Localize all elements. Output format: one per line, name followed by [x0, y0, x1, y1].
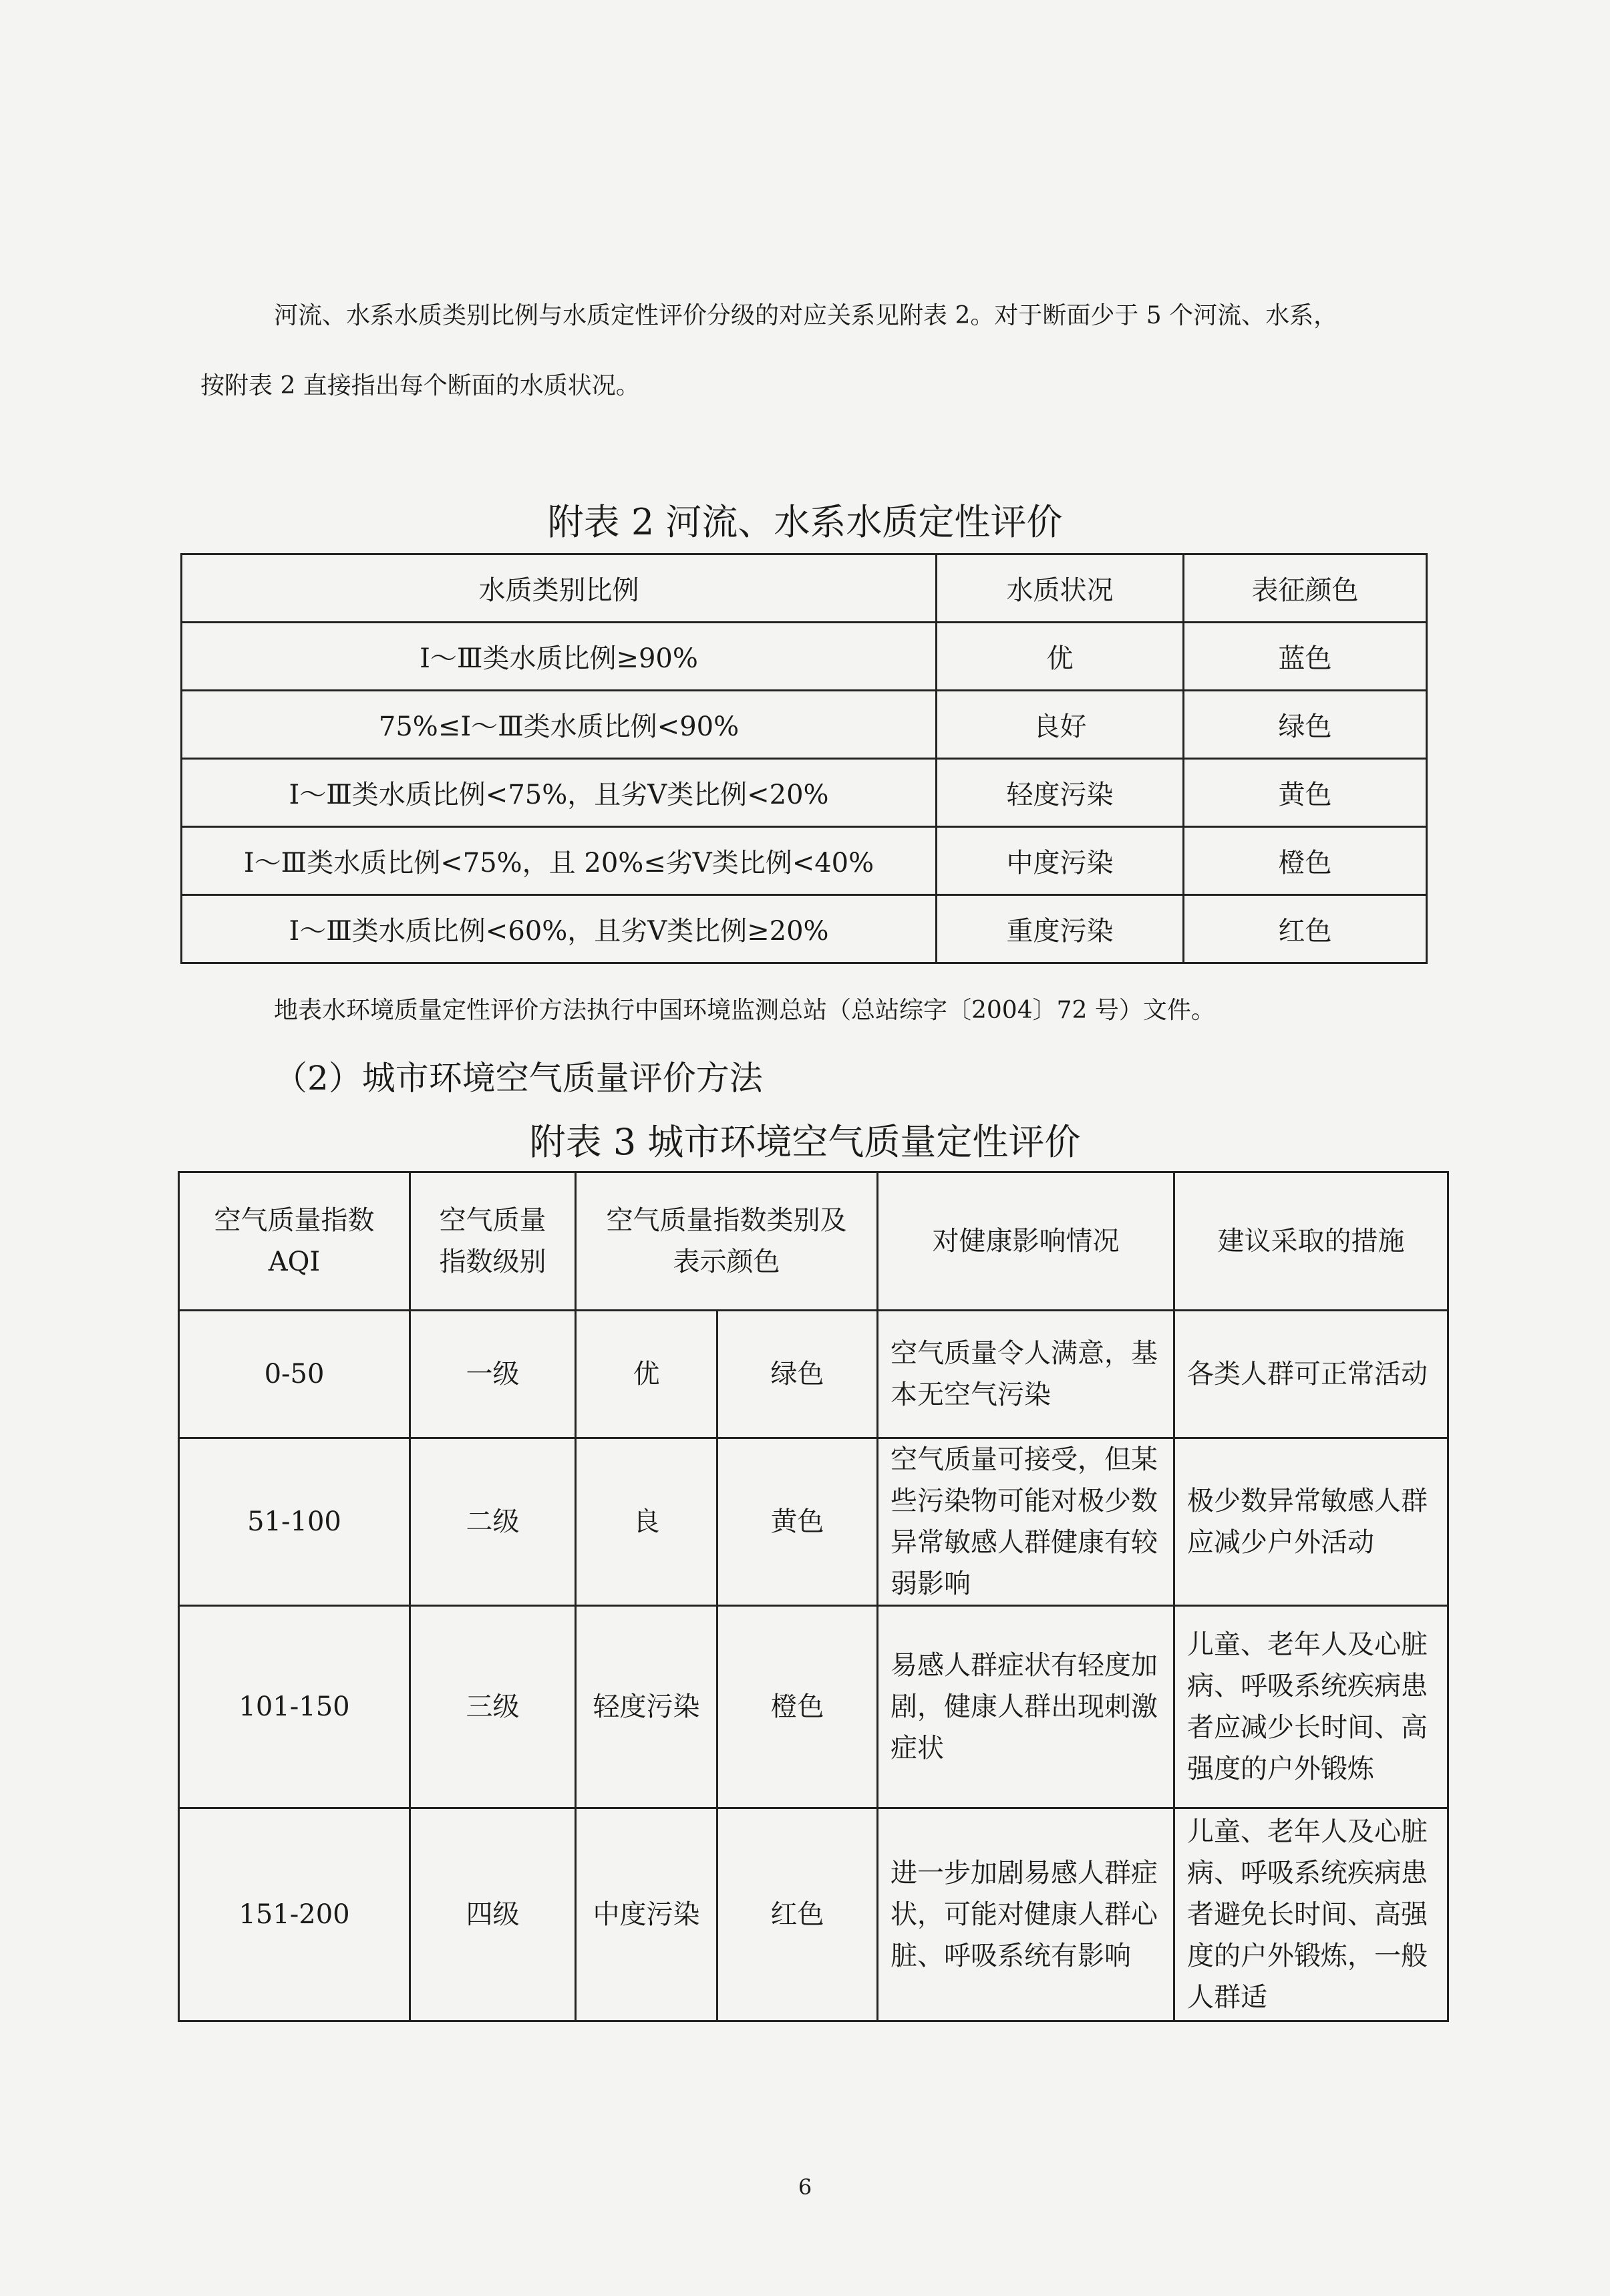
- measures-cell: 儿童、老年人及心脏病、呼吸系统疾病患者避免长时间、高强度的户外锻炼，一般人群适: [1174, 1808, 1448, 2021]
- status-cell: 中度污染: [937, 827, 1184, 895]
- table-row: [179, 1606, 1448, 1808]
- header-aqi: 空气质量指数 AQI: [179, 1172, 410, 1311]
- header-color: 表征颜色: [1184, 554, 1427, 623]
- color-cell: 黄色: [717, 1438, 878, 1606]
- category-cell: 中度污染: [576, 1808, 717, 2021]
- color-cell: 橙色: [1184, 827, 1427, 895]
- color-cell: 橙色: [717, 1606, 878, 1808]
- category-cell: 轻度污染: [576, 1606, 717, 1808]
- status-cell: 轻度污染: [937, 759, 1184, 827]
- table2-caption: 附表 2 河流、水系水质定性评价: [547, 501, 1063, 543]
- aqi-cell: 151-200: [179, 1808, 410, 2021]
- level-cell: 二级: [410, 1438, 576, 1606]
- table-row: [182, 691, 1427, 759]
- page-number: 6: [798, 2174, 812, 2200]
- status-cell: 良好: [937, 691, 1184, 759]
- color-cell: 绿色: [717, 1311, 878, 1438]
- aqi-cell: 51-100: [179, 1438, 410, 1606]
- table-row: [182, 895, 1427, 963]
- header-health-impact: 对健康影响情况: [878, 1172, 1174, 1311]
- intro-line-2: 按附表 2 直接指出每个断面的水质状况。: [200, 372, 640, 399]
- health-cell: 易感人群症状有轻度加剧，健康人群出现刺激症状: [878, 1606, 1174, 1808]
- ratio-cell: Ⅰ～Ⅲ类水质比例<75%，且劣Ⅴ类比例<20%: [182, 759, 937, 827]
- measures-cell: 各类人群可正常活动: [1174, 1311, 1448, 1438]
- table-row: [182, 827, 1427, 895]
- header-category-ratio: 水质类别比例: [182, 554, 937, 623]
- table-row: [179, 1808, 1448, 2021]
- table-row: [182, 759, 1427, 827]
- table-header-row: [182, 554, 1427, 623]
- health-cell: 空气质量可接受，但某些污染物可能对极少数异常敏感人群健康有较弱影响: [878, 1438, 1174, 1606]
- method-note: 地表水环境质量定性评价方法执行中国环境监测总站（总站综字〔2004〕72 号）文件。: [274, 997, 1215, 1024]
- table-row: [179, 1311, 1448, 1438]
- measures-cell: 极少数异常敏感人群应减少户外活动: [1174, 1438, 1448, 1606]
- color-cell: 绿色: [1184, 691, 1427, 759]
- header-level: 空气质量 指数级别: [410, 1172, 576, 1311]
- level-cell: 四级: [410, 1808, 576, 2021]
- category-cell: 优: [576, 1311, 717, 1438]
- table3-caption: 附表 3 城市环境空气质量定性评价: [529, 1121, 1081, 1163]
- ratio-cell: Ⅰ～Ⅲ类水质比例<60%，且劣Ⅴ类比例≥20%: [182, 895, 937, 963]
- color-cell: 红色: [717, 1808, 878, 2021]
- aqi-cell: 101-150: [179, 1606, 410, 1808]
- color-cell: 红色: [1184, 895, 1427, 963]
- header-measures: 建议采取的措施: [1174, 1172, 1448, 1311]
- health-cell: 空气质量令人满意，基本无空气污染: [878, 1311, 1174, 1438]
- level-cell: 一级: [410, 1311, 576, 1438]
- ratio-cell: Ⅰ～Ⅲ类水质比例≥90%: [182, 623, 937, 691]
- category-cell: 良: [576, 1438, 717, 1606]
- header-water-status: 水质状况: [937, 554, 1184, 623]
- header-category-color: 空气质量指数类别及 表示颜色: [576, 1172, 878, 1311]
- ratio-cell: 75%≤Ⅰ～Ⅲ类水质比例<90%: [182, 691, 937, 759]
- table-header-row: [179, 1172, 1448, 1311]
- section-heading: （2）城市环境空气质量评价方法: [274, 1059, 763, 1098]
- color-cell: 黄色: [1184, 759, 1427, 827]
- health-cell: 进一步加剧易感人群症状，可能对健康人群心脏、呼吸系统有影响: [878, 1808, 1174, 2021]
- status-cell: 重度污染: [937, 895, 1184, 963]
- status-cell: 优: [937, 623, 1184, 691]
- aqi-cell: 0-50: [179, 1311, 410, 1438]
- water-quality-table: [180, 553, 1428, 964]
- level-cell: 三级: [410, 1606, 576, 1808]
- color-cell: 蓝色: [1184, 623, 1427, 691]
- table-row: [179, 1438, 1448, 1606]
- air-quality-table: [178, 1171, 1449, 2022]
- ratio-cell: Ⅰ～Ⅲ类水质比例<75%，且 20%≤劣Ⅴ类比例<40%: [182, 827, 937, 895]
- measures-cell: 儿童、老年人及心脏病、呼吸系统疾病患者应减少长时间、高强度的户外锻炼: [1174, 1606, 1448, 1808]
- table-row: [182, 623, 1427, 691]
- intro-line-1: 河流、水系水质类别比例与水质定性评价分级的对应关系见附表 2。对于断面少于 5 个河流、水系，: [274, 302, 1338, 329]
